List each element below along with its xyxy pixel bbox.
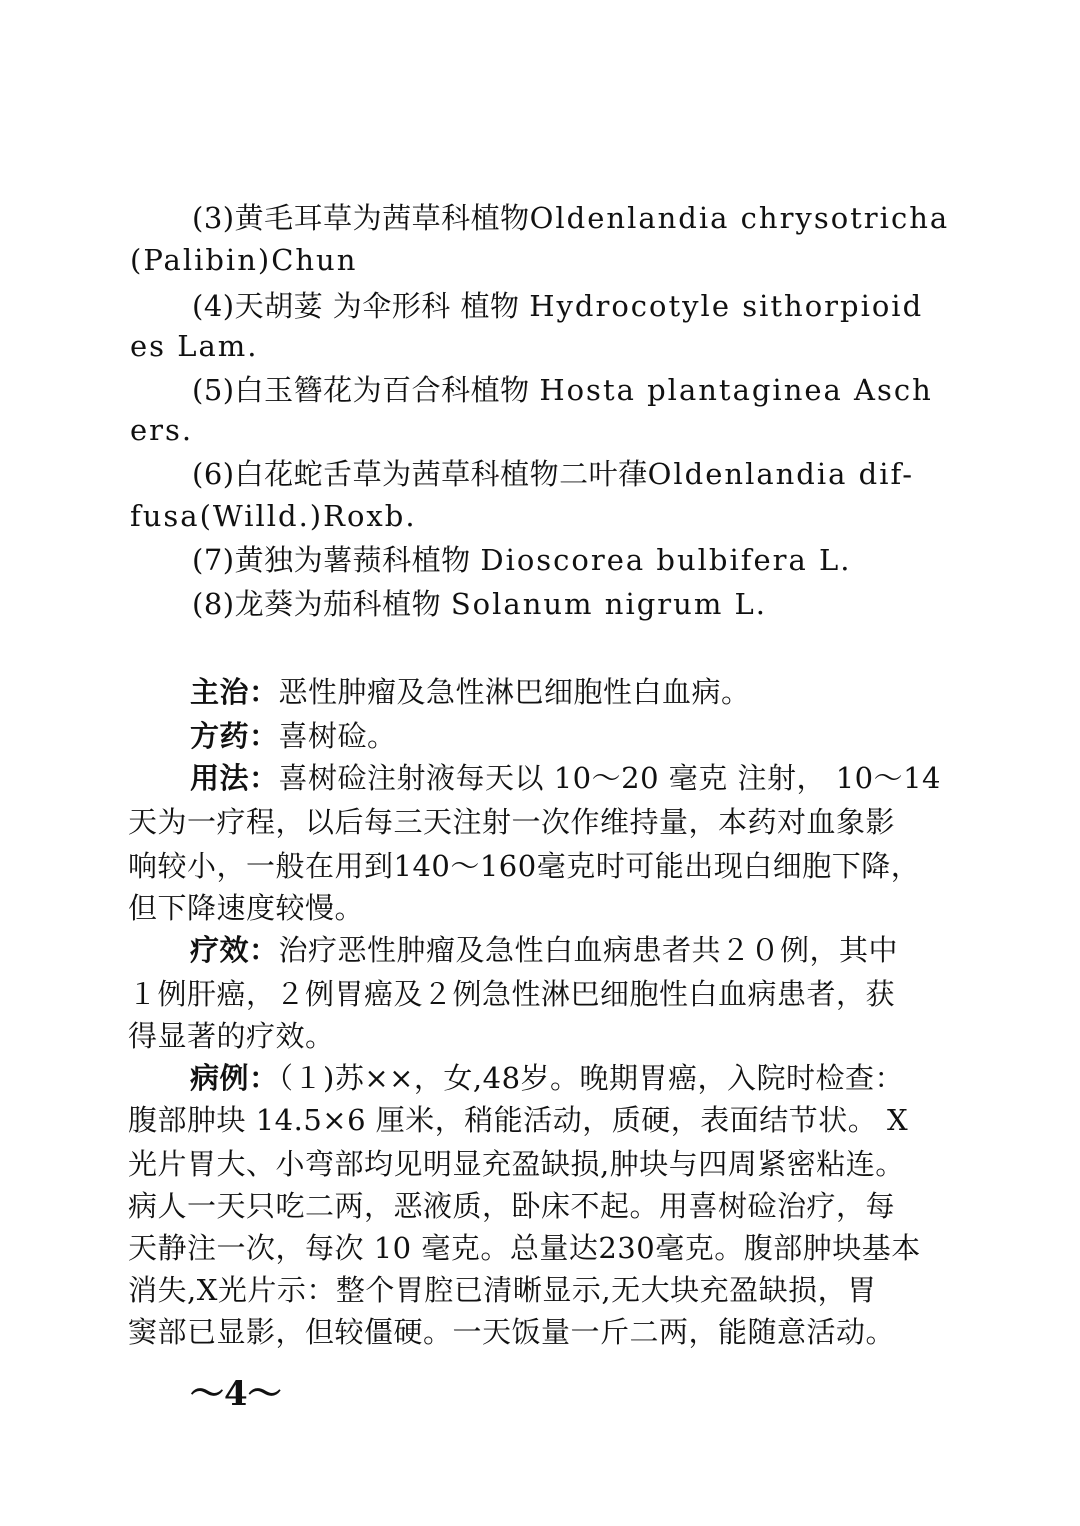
species-7-chinese-name: 黄独为薯蓣科植物 [234,543,481,577]
species-8-line [192,584,767,624]
case-text-5: 天静注一次，每次 10 毫克。总量达230毫克。腹部肿块基本 [128,1231,921,1265]
efficacy-line-2 [128,974,895,1014]
species-7-line [192,540,852,580]
species-8-latin-name: Solanum nigrum L. [450,587,768,621]
case-line-7 [128,1312,895,1352]
indications-label: 主治： [190,675,279,709]
prescription-paragraph [190,716,397,756]
species-7-latin-name: Dioscorea bulbifera L. [480,543,852,577]
case-text-7: 窦部已显影，但较僵硬。一天饭量一斤二两，能随意活动。 [128,1315,896,1349]
efficacy-text-1: 治疗恶性肿瘤及急性白血病患者共２０例，其中 [278,933,899,967]
species-6-line-1 [192,454,914,494]
indications-text: 恶性肿瘤及急性淋巴细胞性白血病。 [278,675,751,709]
efficacy-text-3: 得显著的疗效。 [128,1019,335,1053]
case-line-2 [128,1100,908,1140]
case-text-6: 消失,X光片示：整个胃腔已清晰显示,无大块充盈缺损，胃 [128,1273,877,1307]
case-text-3: 光片胃大、小弯部均见明显充盈缺损,肿块与四周紧密粘连。 [128,1147,905,1181]
case-line-1 [190,1058,904,1098]
case-text-4: 病人一天只吃二两，恶液质，卧床不起。用喜树硷治疗，每 [128,1189,896,1223]
case-line-5 [128,1228,921,1268]
species-8-chinese-name: 龙葵为茄科植物 [234,587,451,621]
prescription-text: 喜树硷。 [278,719,397,753]
species-4-line-2 [130,326,259,366]
usage-text-4: 但下降速度较慢。 [128,891,365,925]
case-line-3 [128,1144,905,1184]
usage-label: 用法： [190,761,279,795]
prescription-label: 方药： [190,719,279,753]
indications-paragraph [190,672,751,712]
usage-line-3 [128,846,920,886]
efficacy-label: 疗效： [190,933,279,967]
species-4-latin-author: es Lam. [130,329,259,363]
species-7-number: (7) [192,543,235,577]
species-6-latin-author: fusa(Willd.)Roxb. [130,499,417,533]
species-5-number: (5) [192,373,235,407]
species-3-chinese-name: 黄毛耳草为茜草科植物 [234,201,530,235]
species-6-latin-name: Oldenlandia dif- [647,457,914,491]
case-line-6 [128,1270,877,1310]
species-5-chinese-name: 白玉簪花为百合科植物 [234,373,540,407]
species-3-number: (3) [192,201,235,235]
species-6-chinese-name: 白花蛇舌草为茜草科植物二叶葎 [234,457,648,491]
species-4-number: (4) [192,289,235,323]
usage-text-3: 响较小，一般在用到140～160毫克时可能出现白细胞下降， [128,849,921,883]
species-4-chinese-name: 天胡荽 为伞形科 植物 [234,289,530,323]
species-5-line-2 [130,410,193,450]
species-4-latin-name: Hydrocotyle sithorpioid [529,289,924,323]
usage-line-2 [128,802,895,842]
species-5-line-1 [192,370,933,410]
species-6-line-2 [130,496,417,536]
species-8-number: (8) [192,587,235,621]
efficacy-text-2: １例肝癌，２例胃癌及２例急性淋巴细胞性白血病患者，获 [128,977,896,1011]
usage-text-1: 喜树硷注射液每天以 10～20 毫克 注射， 10～14 [278,761,941,795]
species-6-number: (6) [192,457,235,491]
case-text-2: 腹部肿块 14.5×6 厘米，稍能活动，质硬，表面结节状。 X [128,1103,909,1137]
page-number: ～4～ [190,1374,282,1414]
species-4-line-1 [192,286,923,326]
usage-line-1 [190,758,941,798]
efficacy-line-3 [128,1016,335,1056]
efficacy-line-1 [190,930,898,970]
species-3-line-2 [130,240,357,280]
species-3-latin-name: Oldenlandia chrysotricha [529,201,950,235]
case-label: 病例： [190,1061,279,1095]
species-3-latin-author: (Palibin)Chun [130,243,358,277]
usage-text-2: 天为一疗程，以后每三天注射一次作维持量，本药对血象影 [128,805,896,839]
species-5-latin-name: Hosta plantaginea Asch [539,373,933,407]
species-3-line-1 [192,198,949,238]
case-line-4 [128,1186,895,1226]
case-text-1: （１)苏××，女,48岁。晚期胃癌，入院时检查： [278,1061,905,1095]
species-5-latin-author: ers. [130,413,194,447]
usage-line-4 [128,888,364,928]
